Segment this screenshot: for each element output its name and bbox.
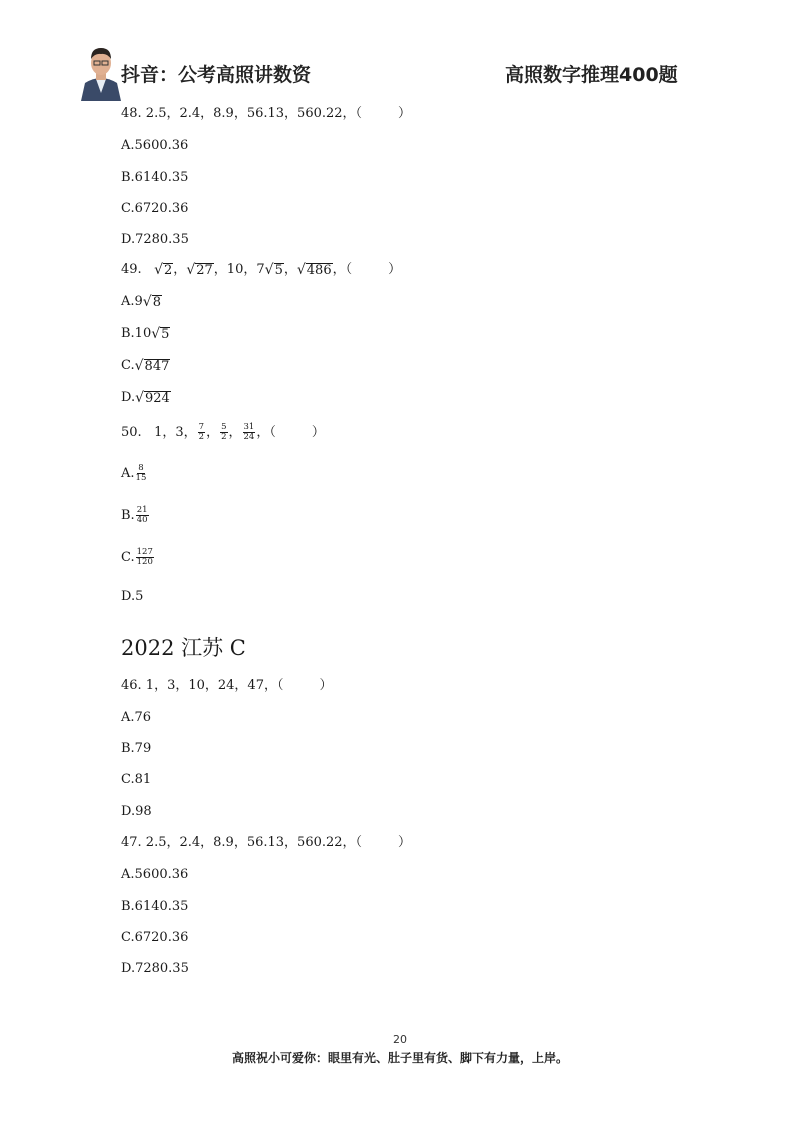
question-50-stem: 50. 1，3， $\frac{7}{2}$ ， $\frac{5}{2}$ ， $\frac{31}{24}$ ，（ ） xyxy=(121,422,325,442)
question-number: 50. xyxy=(121,424,142,440)
question-48-stem xyxy=(121,106,411,122)
header-left-title: 抖音：公考高照讲数资 xyxy=(121,64,312,86)
option-49-d: D. √ 924 xyxy=(121,390,170,406)
bracket-close: ） xyxy=(398,835,412,850)
option-49-b: B.10 √ 5 xyxy=(121,326,170,342)
option-47-c: C.6720.36 xyxy=(121,930,189,945)
author-avatar xyxy=(79,43,123,101)
option-49-c: C. √ 847 xyxy=(121,358,170,374)
option-50-a: A. $\frac{8}{15}$ xyxy=(121,463,147,483)
question-number: 49. xyxy=(121,262,142,277)
question-text: 48. 2.5，2.4，8.9，56.13，560.22，（ xyxy=(121,106,363,121)
bracket-close: ） xyxy=(398,106,412,121)
option-47-a: A.5600.36 xyxy=(121,867,189,882)
question-text: 46. 1，3，10，24，47，（ xyxy=(121,678,284,693)
option-49-a: A.9 √ 8 xyxy=(121,294,161,310)
term: 7 xyxy=(256,262,265,277)
question-46-stem xyxy=(121,678,333,694)
option-48-b: B.6140.35 xyxy=(121,170,189,185)
option-46-c: C.81 xyxy=(121,772,152,787)
fraction-term: $\frac{31}{24}$ xyxy=(243,422,255,442)
option-46-d: D.98 xyxy=(121,804,152,819)
option-46-b: B.79 xyxy=(121,741,152,756)
bracket-close: ） xyxy=(311,424,325,440)
fraction-term: $\frac{5}{2}$ xyxy=(221,422,227,442)
option-48-c: C.6720.36 xyxy=(121,201,189,216)
radical-term: √ 2 xyxy=(154,262,173,278)
radical-term: √ 27 xyxy=(186,262,213,278)
section-heading: 2022 江苏 C xyxy=(121,636,246,660)
option-47-d: D.7280.35 xyxy=(121,961,189,976)
fraction-term: $\frac{7}{2}$ xyxy=(198,422,205,442)
header-right-title: 高照数字推理400题 xyxy=(505,64,678,86)
footer-motto: 高照祝小可爱你：眼里有光、肚子里有货、脚下有力量，上岸。 xyxy=(231,1051,568,1065)
page-number: 20 xyxy=(393,1033,407,1046)
option-46-a: A.76 xyxy=(121,710,152,725)
radical-term: √ 486 xyxy=(296,262,332,278)
option-50-c: C. $\frac{127}{120}$ xyxy=(121,547,153,567)
option-48-d: D.7280.35 xyxy=(121,232,189,247)
bracket-close: ） xyxy=(388,262,402,277)
option-50-b: B. $\frac{21}{40}$ xyxy=(121,505,148,525)
radical-term: √ 5 xyxy=(264,262,283,278)
question-47-stem xyxy=(121,835,411,851)
option-48-a: A.5600.36 xyxy=(121,138,189,153)
option-50-d: D.5 xyxy=(121,589,144,604)
option-47-b: B.6140.35 xyxy=(121,899,189,914)
question-text: 47. 2.5，2.4，8.9，56.13，560.22，（ xyxy=(121,835,363,850)
question-49-stem: 49. √ 2 ， √ 27 ， 10 ， 7 √ 5 ， √ 486 ，（ ） xyxy=(121,262,402,278)
term: 10 xyxy=(226,262,244,277)
term: 1，3， xyxy=(154,424,197,440)
bracket-close: ） xyxy=(319,678,333,693)
